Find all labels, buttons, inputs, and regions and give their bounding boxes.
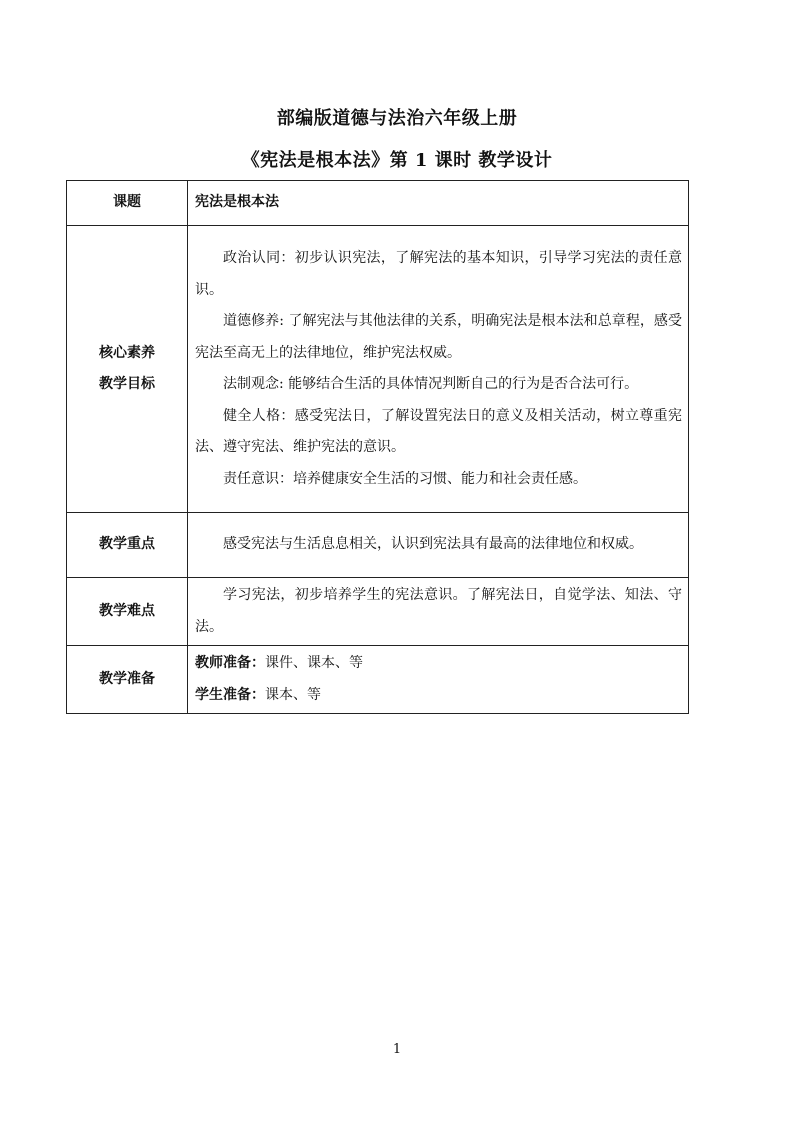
document-subtitle: 《宪法是根本法》第 1 课时 教学设计 bbox=[241, 150, 553, 171]
topic-label: 课题 bbox=[67, 181, 188, 226]
goal-legal-awareness: 法制观念: 能够结合生活的具体情况判断自己的行为是否合法可行。 bbox=[223, 376, 639, 392]
preparation-content bbox=[188, 646, 689, 714]
student-preparation-text: 课本、等 bbox=[265, 686, 321, 703]
goal-sound-personality: 健全人格：感受宪法日，了解设置宪法日的意义及相关活动，树立尊重宪法、遵守宪法、维护宪法的意识。 bbox=[195, 407, 682, 455]
preparation-label: 教学准备 bbox=[67, 646, 188, 714]
goals-content bbox=[188, 226, 689, 513]
teacher-preparation-text: 课件、课本、等 bbox=[265, 655, 363, 671]
topic-value: 宪法是根本法 bbox=[195, 194, 279, 211]
goal-moral-cultivation: 道德修养: 了解宪法与其他法律的关系，明确宪法是根本法和总章程，感受宪法至高无上的法律地位，维护宪法权威。 bbox=[195, 313, 682, 361]
table-row-difficulties bbox=[67, 578, 689, 646]
table-row-key-points bbox=[67, 513, 689, 578]
document-title: 部编版道德与法治六年级上册 bbox=[276, 108, 518, 129]
student-preparation bbox=[195, 680, 682, 712]
difficulties-text: 学习宪法，初步培养学生的宪法意识。了解宪法日，自觉学法、知法、守法。 bbox=[195, 587, 682, 635]
page-number: 1 bbox=[392, 1042, 402, 1057]
goals-label-line1: 核心素养 bbox=[99, 345, 155, 361]
teacher-preparation bbox=[195, 648, 682, 680]
difficulties-label: 教学难点 bbox=[67, 578, 188, 646]
key-points-label: 教学重点 bbox=[67, 513, 188, 578]
lesson-plan-table bbox=[66, 180, 689, 714]
teacher-preparation-label: 教师准备： bbox=[195, 655, 265, 671]
student-preparation-label: 学生准备： bbox=[195, 686, 265, 703]
goal-political-identity: 政治认同：初步认识宪法，了解宪法的基本知识，引导学习宪法的责任意识。 bbox=[195, 250, 682, 298]
table-row-topic bbox=[67, 181, 689, 226]
key-points-text: 感受宪法与生活息息相关，认识到宪法具有最高的法律地位和权威。 bbox=[223, 536, 643, 553]
goal-responsibility: 责任意识：培养健康安全生活的习惯、能力和社会责任感。 bbox=[223, 470, 587, 487]
goals-label bbox=[67, 226, 188, 513]
table-row-goals bbox=[67, 226, 689, 513]
table-row-preparation bbox=[67, 646, 689, 714]
goals-label-line2: 教学目标 bbox=[99, 376, 155, 392]
